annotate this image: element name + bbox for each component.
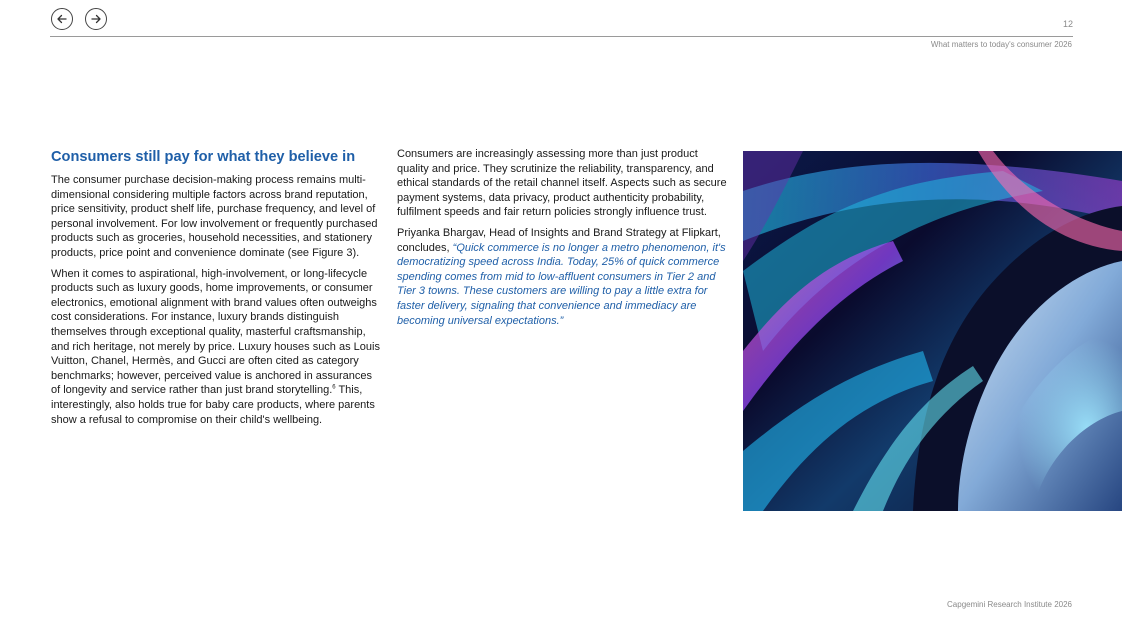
left-paragraph-2-text: When it comes to aspirational, high-involvement, or long-lifecycle products such as luxury goods, home improvements, or consumer electronics, emotional alignment with brand values often outweighs cost considerations. For instance, luxury brands distinguish themselves through exceptional quality, masterful craftsmanship, and rich heritage, not merely by price. Luxury houses such as Louis Vuitton, Chanel, Hermès, and Gucci are often cited as category benchmarks; however, perceived value is anchored in assurances of longevity and service rather than just brand storytelling.: [51, 267, 380, 397]
abstract-glass-image: [743, 151, 1122, 511]
middle-paragraph-1: Consumers are increasingly assessing more than just product quality and price. They scrutinize the reliability, transparency, and ethical standards of the retail channel itself. Aspects such as secure payment systems, data privacy, product authenticity probability, fulfilment speeds and fair return policies strongly influence trust.: [397, 148, 727, 219]
section-heading: Consumers still pay for what they believe in: [51, 149, 356, 165]
header-divider: [50, 36, 1073, 37]
footnote-marker[interactable]: 6: [332, 384, 336, 391]
quote-attribution: Priyanka Bhargav, Head of Insights and Brand Strategy at Flipkart, concludes,: [397, 226, 721, 254]
middle-column: [397, 147, 727, 334]
left-column: [51, 147, 381, 433]
arrow-left-icon: [56, 13, 68, 25]
page-number: 12: [1062, 19, 1073, 29]
arrow-right-icon: [90, 13, 102, 25]
middle-paragraph-2: [397, 226, 727, 328]
running-title: What matters to today's consumer 2026: [930, 40, 1072, 49]
left-paragraph-1: The consumer purchase decision-making process remains multi-dimensional considering multiple factors across brand reputation, price sensitivity, product shelf life, purchase frequency, and level of personal involvement. For low involvement or frequently purchased products such as groceries, household necessities, and stationery products, price point and convenience dominate (see Figure 3).: [51, 174, 378, 259]
left-paragraph-2: [51, 267, 381, 428]
previous-page-button[interactable]: [51, 8, 73, 30]
footer-credit: Capgemini Research Institute 2026: [947, 600, 1072, 609]
left-paragraph-2-end: This, interestingly, also holds true for baby care products, where parents show a refusal to compromise on their child's wellbeing.: [51, 384, 375, 426]
pull-quote: “Quick commerce is no longer a metro phenomenon, it's democratizing speed across India. Today, 25% of quick commerce spending comes from mid to low-affluent consumers in Tier 2 and Tier 3 towns. These customers are willing to pay a little extra for faster delivery, signaling that convenience and immediacy are becoming universal expectations.”: [397, 241, 726, 327]
next-page-button[interactable]: [85, 8, 107, 30]
